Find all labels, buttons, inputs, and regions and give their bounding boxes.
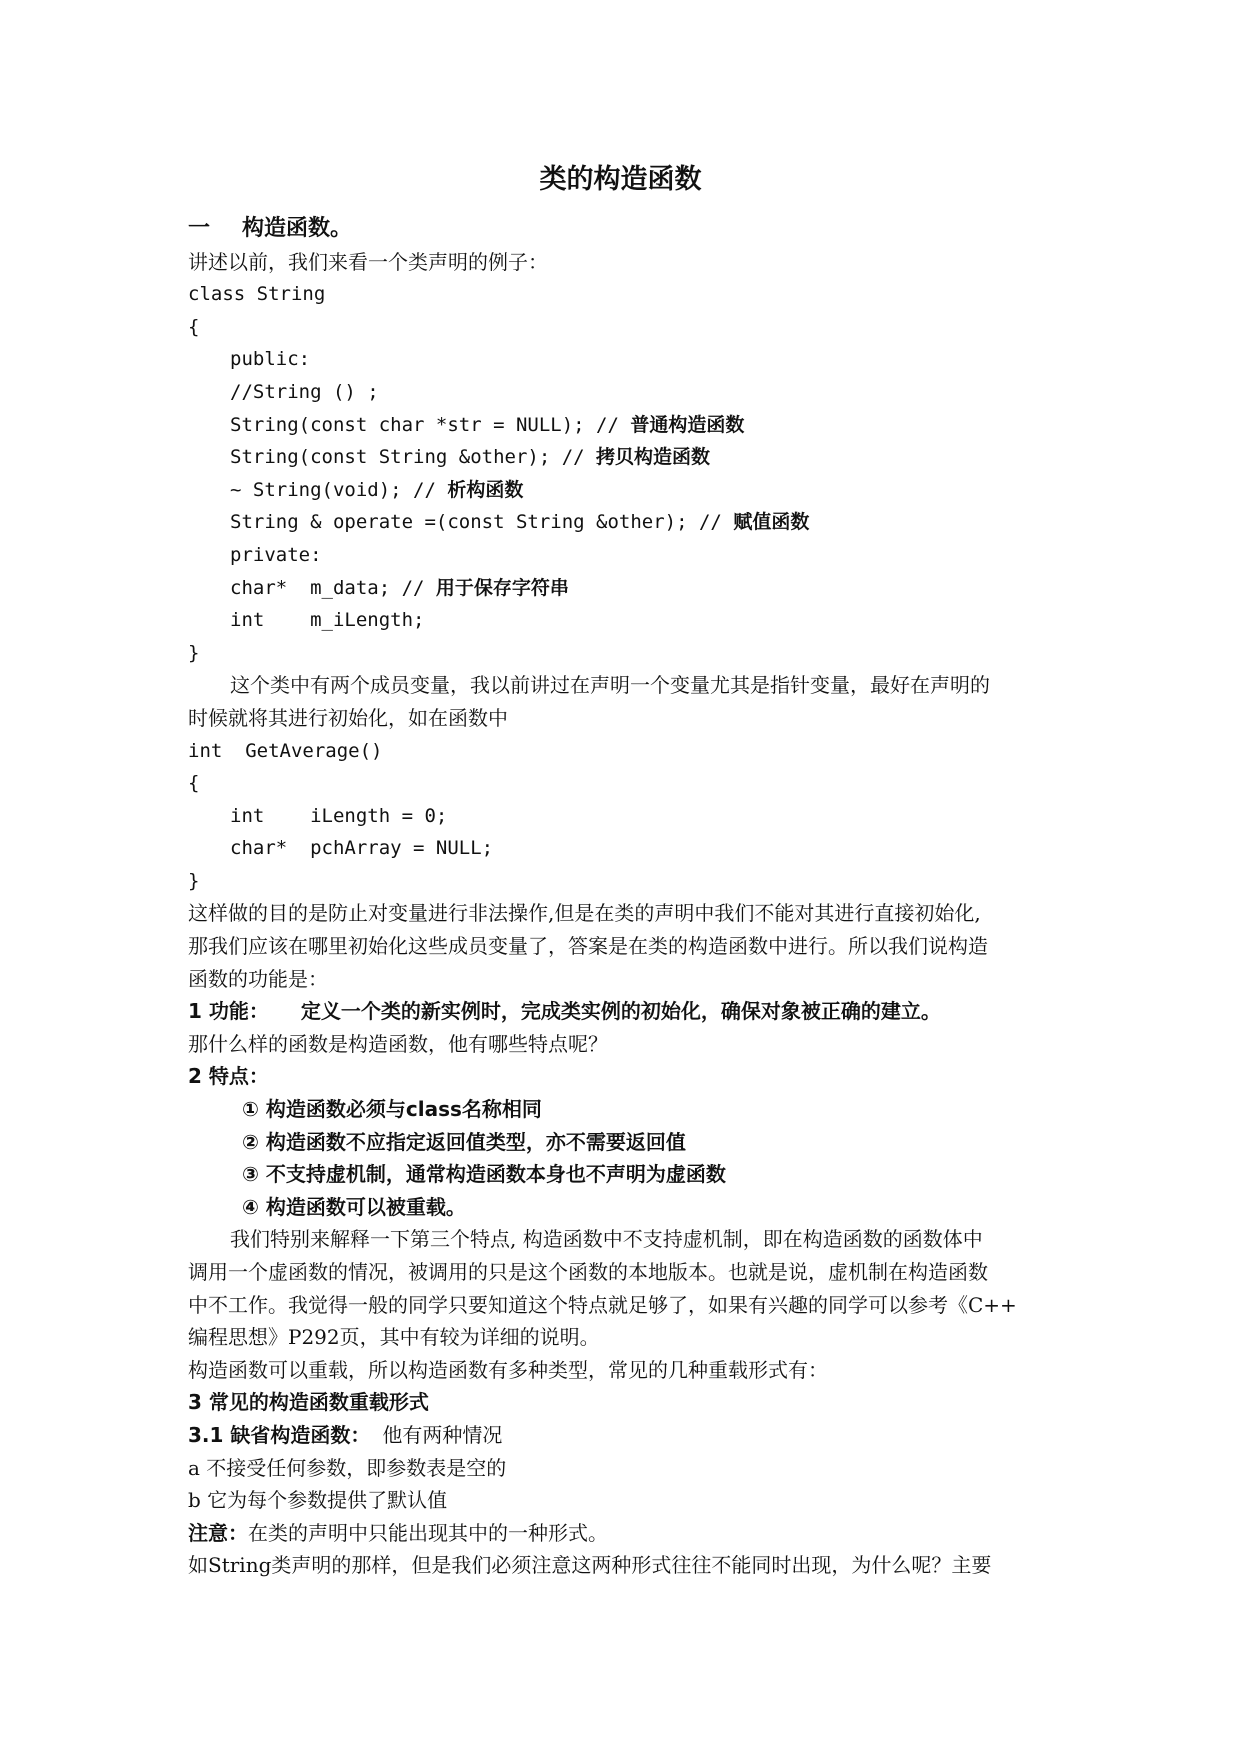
default-text: 他有两种情况 — [382, 1422, 503, 1447]
paragraph-line: 这样做的目的是防止对变量进行非法操作,但是在类的声明中我们不能对其进行直接初始化, — [188, 901, 981, 926]
function-definition — [188, 995, 1058, 1028]
question-text: 那什么样的函数是构造函数，他有哪些特点呢？ — [188, 1031, 608, 1056]
note-label: 注意： — [188, 1520, 248, 1545]
code-comment: 用于保存字符串 — [435, 576, 569, 599]
code-line — [188, 506, 1058, 539]
paragraph-line: 编程思想》P292页，其中有较为详细的说明。 — [188, 1325, 600, 1350]
feature-item: ④ 构造函数可以被重载。 — [242, 1194, 466, 1219]
code-text: char* m_data; // — [230, 576, 436, 599]
note-line — [188, 1517, 1058, 1550]
code-line: private: — [230, 543, 322, 566]
code-comment: 赋值函数 — [733, 511, 810, 534]
note-text: 在类的声明中只能出现其中的一种形式。 — [248, 1520, 608, 1545]
class-decl: class String — [188, 283, 326, 306]
paragraph-line: 函数的功能是： — [188, 966, 328, 991]
code-line — [188, 409, 1058, 442]
code-line: char* pchArray = NULL; — [230, 837, 494, 860]
class-close-brace: } — [188, 641, 200, 664]
code-line — [188, 474, 1058, 507]
page-title: 类的构造函数 — [539, 164, 702, 195]
func-open-brace: { — [188, 772, 200, 795]
section-number: 一 — [188, 216, 211, 241]
section-heading — [188, 213, 1058, 246]
default-constructor-line — [188, 1419, 1058, 1452]
code-line — [188, 572, 1058, 605]
code-comment: 普通构造函数 — [630, 413, 745, 436]
func-decl: int GetAverage() — [188, 739, 383, 762]
code-text: String(const char *str = NULL); // — [230, 413, 631, 436]
case-item: a 不接受任何参数，即参数表是空的 — [188, 1455, 507, 1480]
paragraph-line: 那我们应该在哪里初始化这些成员变量了，答案是在类的构造函数中进行。所以我们说构造 — [188, 934, 988, 959]
section-title: 构造函数。 — [242, 216, 353, 241]
paragraph-line: 如String类声明的那样，但是我们必须注意这两种形式往往不能同时出现，为什么呢？主要 — [188, 1553, 992, 1578]
overload-heading: 3 常见的构造函数重载形式 — [188, 1390, 429, 1415]
feature-item: ③ 不支持虚机制，通常构造函数本身也不声明为虚函数 — [242, 1162, 726, 1187]
default-label: 3.1 缺省构造函数： — [188, 1422, 371, 1447]
function-label: 1 功能： — [188, 999, 269, 1024]
paragraph-line: 调用一个虚函数的情况，被调用的只是这个函数的本地版本。也就是说，虚机制在构造函数 — [188, 1260, 988, 1284]
code-line: int iLength = 0; — [230, 804, 448, 827]
paragraph-line: 我们特别来解释一下第三个特点, 构造函数中不支持虚机制，即在构造函数的函数体中 — [230, 1227, 983, 1252]
feature-item: ① 构造函数必须与class名称相同 — [242, 1097, 542, 1122]
class-open-brace: { — [188, 315, 200, 338]
paragraph-line: 时候就将其进行初始化，如在函数中 — [188, 705, 508, 730]
code-line: int m_iLength; — [230, 609, 425, 632]
code-line — [188, 441, 1058, 474]
code-text: ~ String(void); // — [230, 478, 448, 501]
case-item: b 它为每个参数提供了默认值 — [188, 1488, 448, 1513]
code-comment: 拷贝构造函数 — [596, 446, 711, 469]
intro-text: 讲述以前，我们来看一个类声明的例子： — [188, 249, 548, 274]
code-line: //String () ; — [230, 380, 379, 403]
overload-intro: 构造函数可以重载，所以构造函数有多种类型，常见的几种重载形式有： — [188, 1357, 828, 1382]
code-text: String(const String &other); // — [230, 446, 597, 469]
paragraph-line: 这个类中有两个成员变量，我以前讲过在声明一个变量尤其是指针变量，最好在声明的 — [230, 673, 990, 698]
code-text: String & operate =(const String &other); // — [230, 511, 734, 534]
code-comment: 析构函数 — [447, 478, 524, 501]
feature-item: ② 构造函数不应指定返回值类型，亦不需要返回值 — [242, 1129, 686, 1154]
code-line: public: — [230, 348, 311, 371]
func-close-brace: } — [188, 869, 200, 892]
function-text: 定义一个类的新实例时，完成类实例的初始化，确保对象被正确的建立。 — [300, 999, 941, 1024]
features-label: 2 特点： — [188, 1064, 269, 1089]
document-body — [188, 213, 1058, 1582]
paragraph-line: 中不工作。我觉得一般的同学只要知道这个特点就足够了，如果有兴趣的同学可以参考《C++ — [188, 1292, 1017, 1317]
